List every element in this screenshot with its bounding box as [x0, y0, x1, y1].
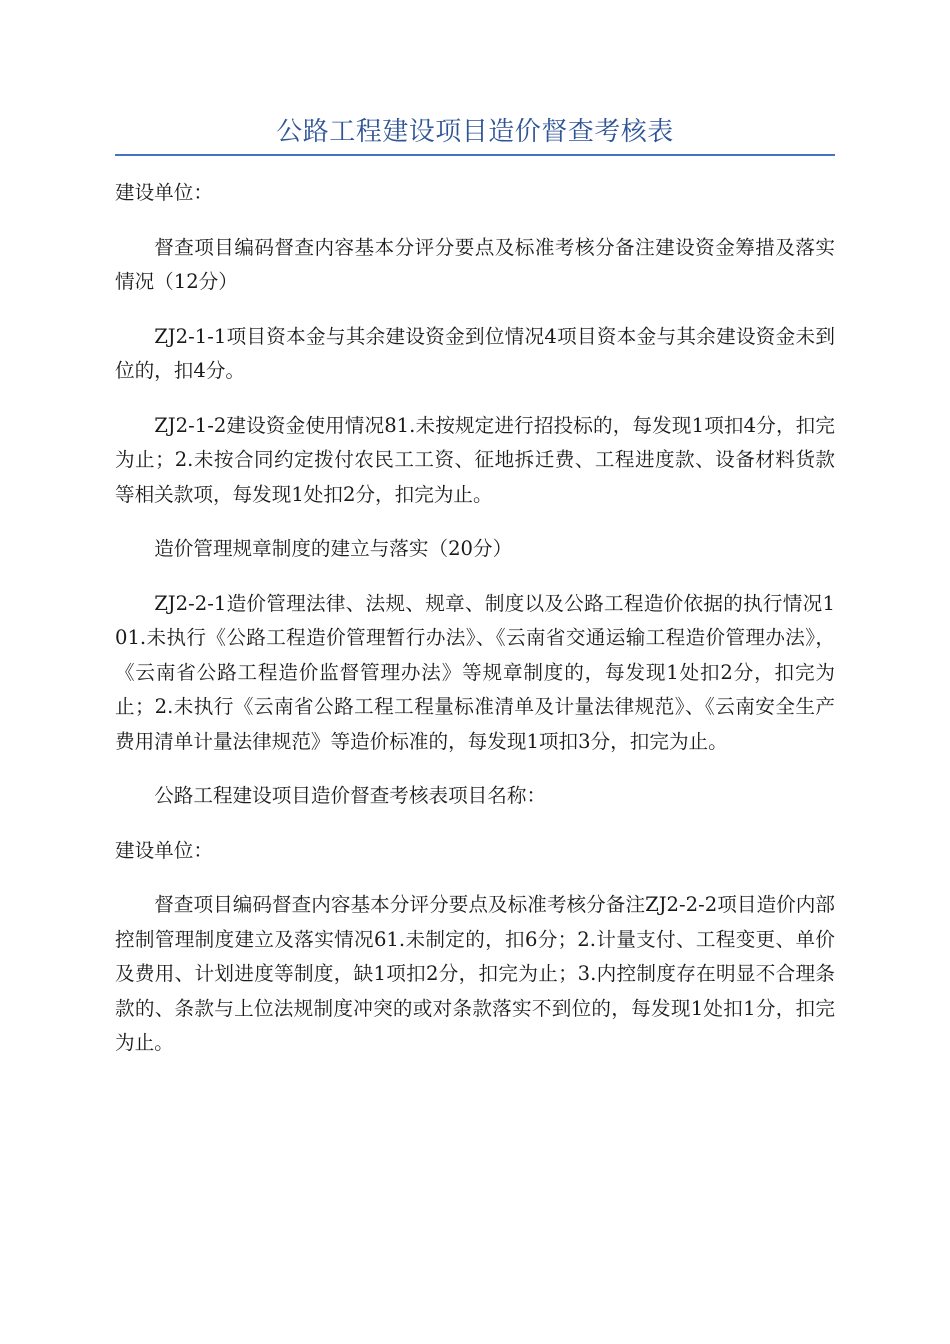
construction-unit-label: 建设单位： [115, 181, 213, 204]
item-zj2-2-2: 督查项目编码督查内容基本分评分要点及标准考核分备注ZJ2-2-2项目造价内部控制管理制度建立及落实情况61.未制定的，扣6分；2.计量支付、工程变更、单价及费用、计划进度等制度，缺1项扣2分，扣完为止；3.内控制度存在明显不合理条款的、条款与上位法规制度冲突的或对条款落实不到位的，每发现1处扣1分，扣完为止。 [115, 893, 835, 1054]
item-zj2-2-1: ZJ2-2-1造价管理法律、法规、规章、制度以及公路工程造价依据的执行情况101.未执行《公路工程造价管理暂行办法》、《云南省交通运输工程造价管理办法》，《云南省公路工程造价监督管理办法》等规章制度的，每发现1处扣2分，扣完为止；2.未执行《云南省公路工程工程量标准清单及计量法律规范》、《云南安全生产费用清单计量法律规范》等造价标准的，每发现1项扣3分，扣完为止。 [115, 591, 835, 753]
project-name-label: 公路工程建设项目造价督查考核表项目名称： [154, 784, 547, 807]
document-body [115, 176, 835, 1081]
title-underline [115, 154, 835, 156]
table-header-funding-section: 督查项目编码督查内容基本分评分要点及标准考核分备注建设资金筹措及落实情况（12分） [115, 235, 835, 293]
section-heading-regulations: 造价管理规章制度的建立与落实（20分） [154, 537, 513, 560]
item-zj2-1-2: ZJ2-1-2建设资金使用情况81.未按规定进行招投标的，每发现1项扣4分，扣完为止；2.未按合同约定拨付农民工工资、征地拆迁费、工程进度款、设备材料货款等相关款项，每发现1处扣2分，扣完为止。 [115, 413, 835, 506]
construction-unit-label-2: 建设单位： [115, 838, 213, 862]
document-title: 公路工程建设项目造价督查考核表 [276, 117, 674, 147]
item-zj2-1-1: ZJ2-1-1项目资本金与其余建设资金到位情况4项目资本金与其余建设资金未到位的，扣4分。 [115, 324, 835, 382]
